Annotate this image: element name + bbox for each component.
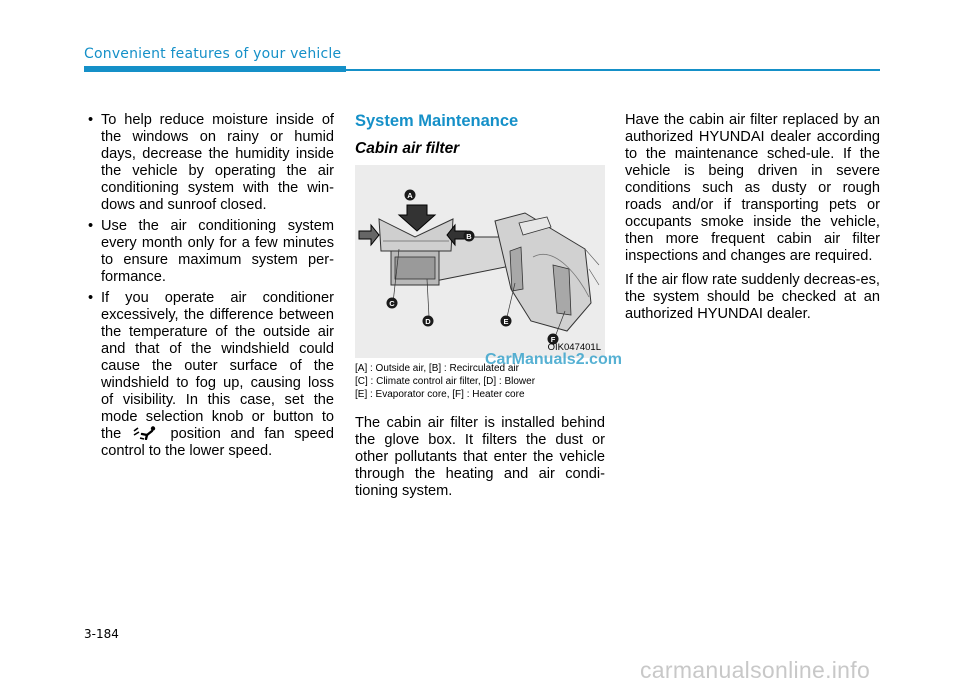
caption-line: [E] : Evaporator core, [F] : Heater core	[355, 389, 525, 400]
bullet-fog-text-1: If you operate air conditioner excessively, the difference between the temperature of the outside air and that of the windshield could cause the outer surface of the windshield to fog up, causing loss of visibility. In this case, set the mode selection knob or button to the	[101, 290, 334, 442]
hvac-diagram	[355, 165, 605, 358]
label-marker-b	[464, 231, 475, 242]
svg-text:A: A	[407, 191, 413, 200]
figure-code: OIK047401L	[547, 342, 601, 353]
floor-defrost-mode-icon	[131, 426, 161, 440]
subsection-title: Cabin air filter	[355, 140, 460, 157]
bullet-fog	[84, 290, 334, 460]
svg-text:E: E	[503, 317, 509, 326]
figure-watermark: CarManuals2.com	[485, 351, 622, 368]
bullet-humidity: • To help reduce moisture inside of the windows on rainy or humid days, decrease the humidity inside the vehicle by operating the air conditioning system with the win-dows and sunroof closed.	[84, 112, 334, 214]
svg-text:D: D	[425, 317, 431, 326]
svg-text:C: C	[389, 299, 395, 308]
label-marker-d	[423, 316, 434, 327]
svg-text:F: F	[550, 335, 556, 344]
left-column	[84, 112, 334, 464]
page-number: 3-184	[84, 627, 119, 641]
right-column	[625, 112, 880, 330]
bullet-monthly-use: • Use the air conditioning system every month only for a few minutes to ensure maximum system per-formance.	[84, 218, 334, 286]
section-title: System Maintenance	[355, 112, 519, 130]
label-marker-c	[387, 298, 398, 309]
replacement-paragraph: Have the cabin air filter replaced by an authorized HYUNDAI dealer according to the maintenance sched-ule. If the vehicle is being driven in severe conditions such as dusty or rough roads and/or if transporting pets or occupants smoke inside the vehicle, then more frequent cabin air filter inspections and changes are required.	[625, 112, 880, 264]
caption-line: [A] : Outside air, [B] : Recirculated air	[355, 363, 519, 374]
airflow-paragraph: If the air flow rate suddenly decreas-es, the system should be checked at an authorized HYUNDAI dealer.	[625, 272, 880, 322]
header-rule-thick	[84, 66, 346, 72]
svg-text:B: B	[466, 232, 472, 241]
tips-list	[84, 112, 334, 460]
label-marker-e	[501, 316, 512, 327]
header-title: Convenient features of your vehicle	[84, 46, 342, 62]
caption-line: [C] : Climate control air filter, [D] : Blower	[355, 376, 536, 387]
label-marker-a	[405, 190, 416, 201]
middle-column	[355, 112, 622, 507]
filter-location-paragraph: The cabin air filter is installed behind the glove box. It filters the dust or other pollutants that enter the vehicle through the heating and air condi-tioning system.	[355, 415, 605, 499]
header-rule-thin	[346, 69, 880, 71]
site-watermark: carmanualsonline.info	[640, 657, 871, 683]
bullet-fog-text-2: position and fan speed control to the lower speed.	[101, 426, 335, 459]
cabin-air-filter-figure	[355, 165, 622, 368]
